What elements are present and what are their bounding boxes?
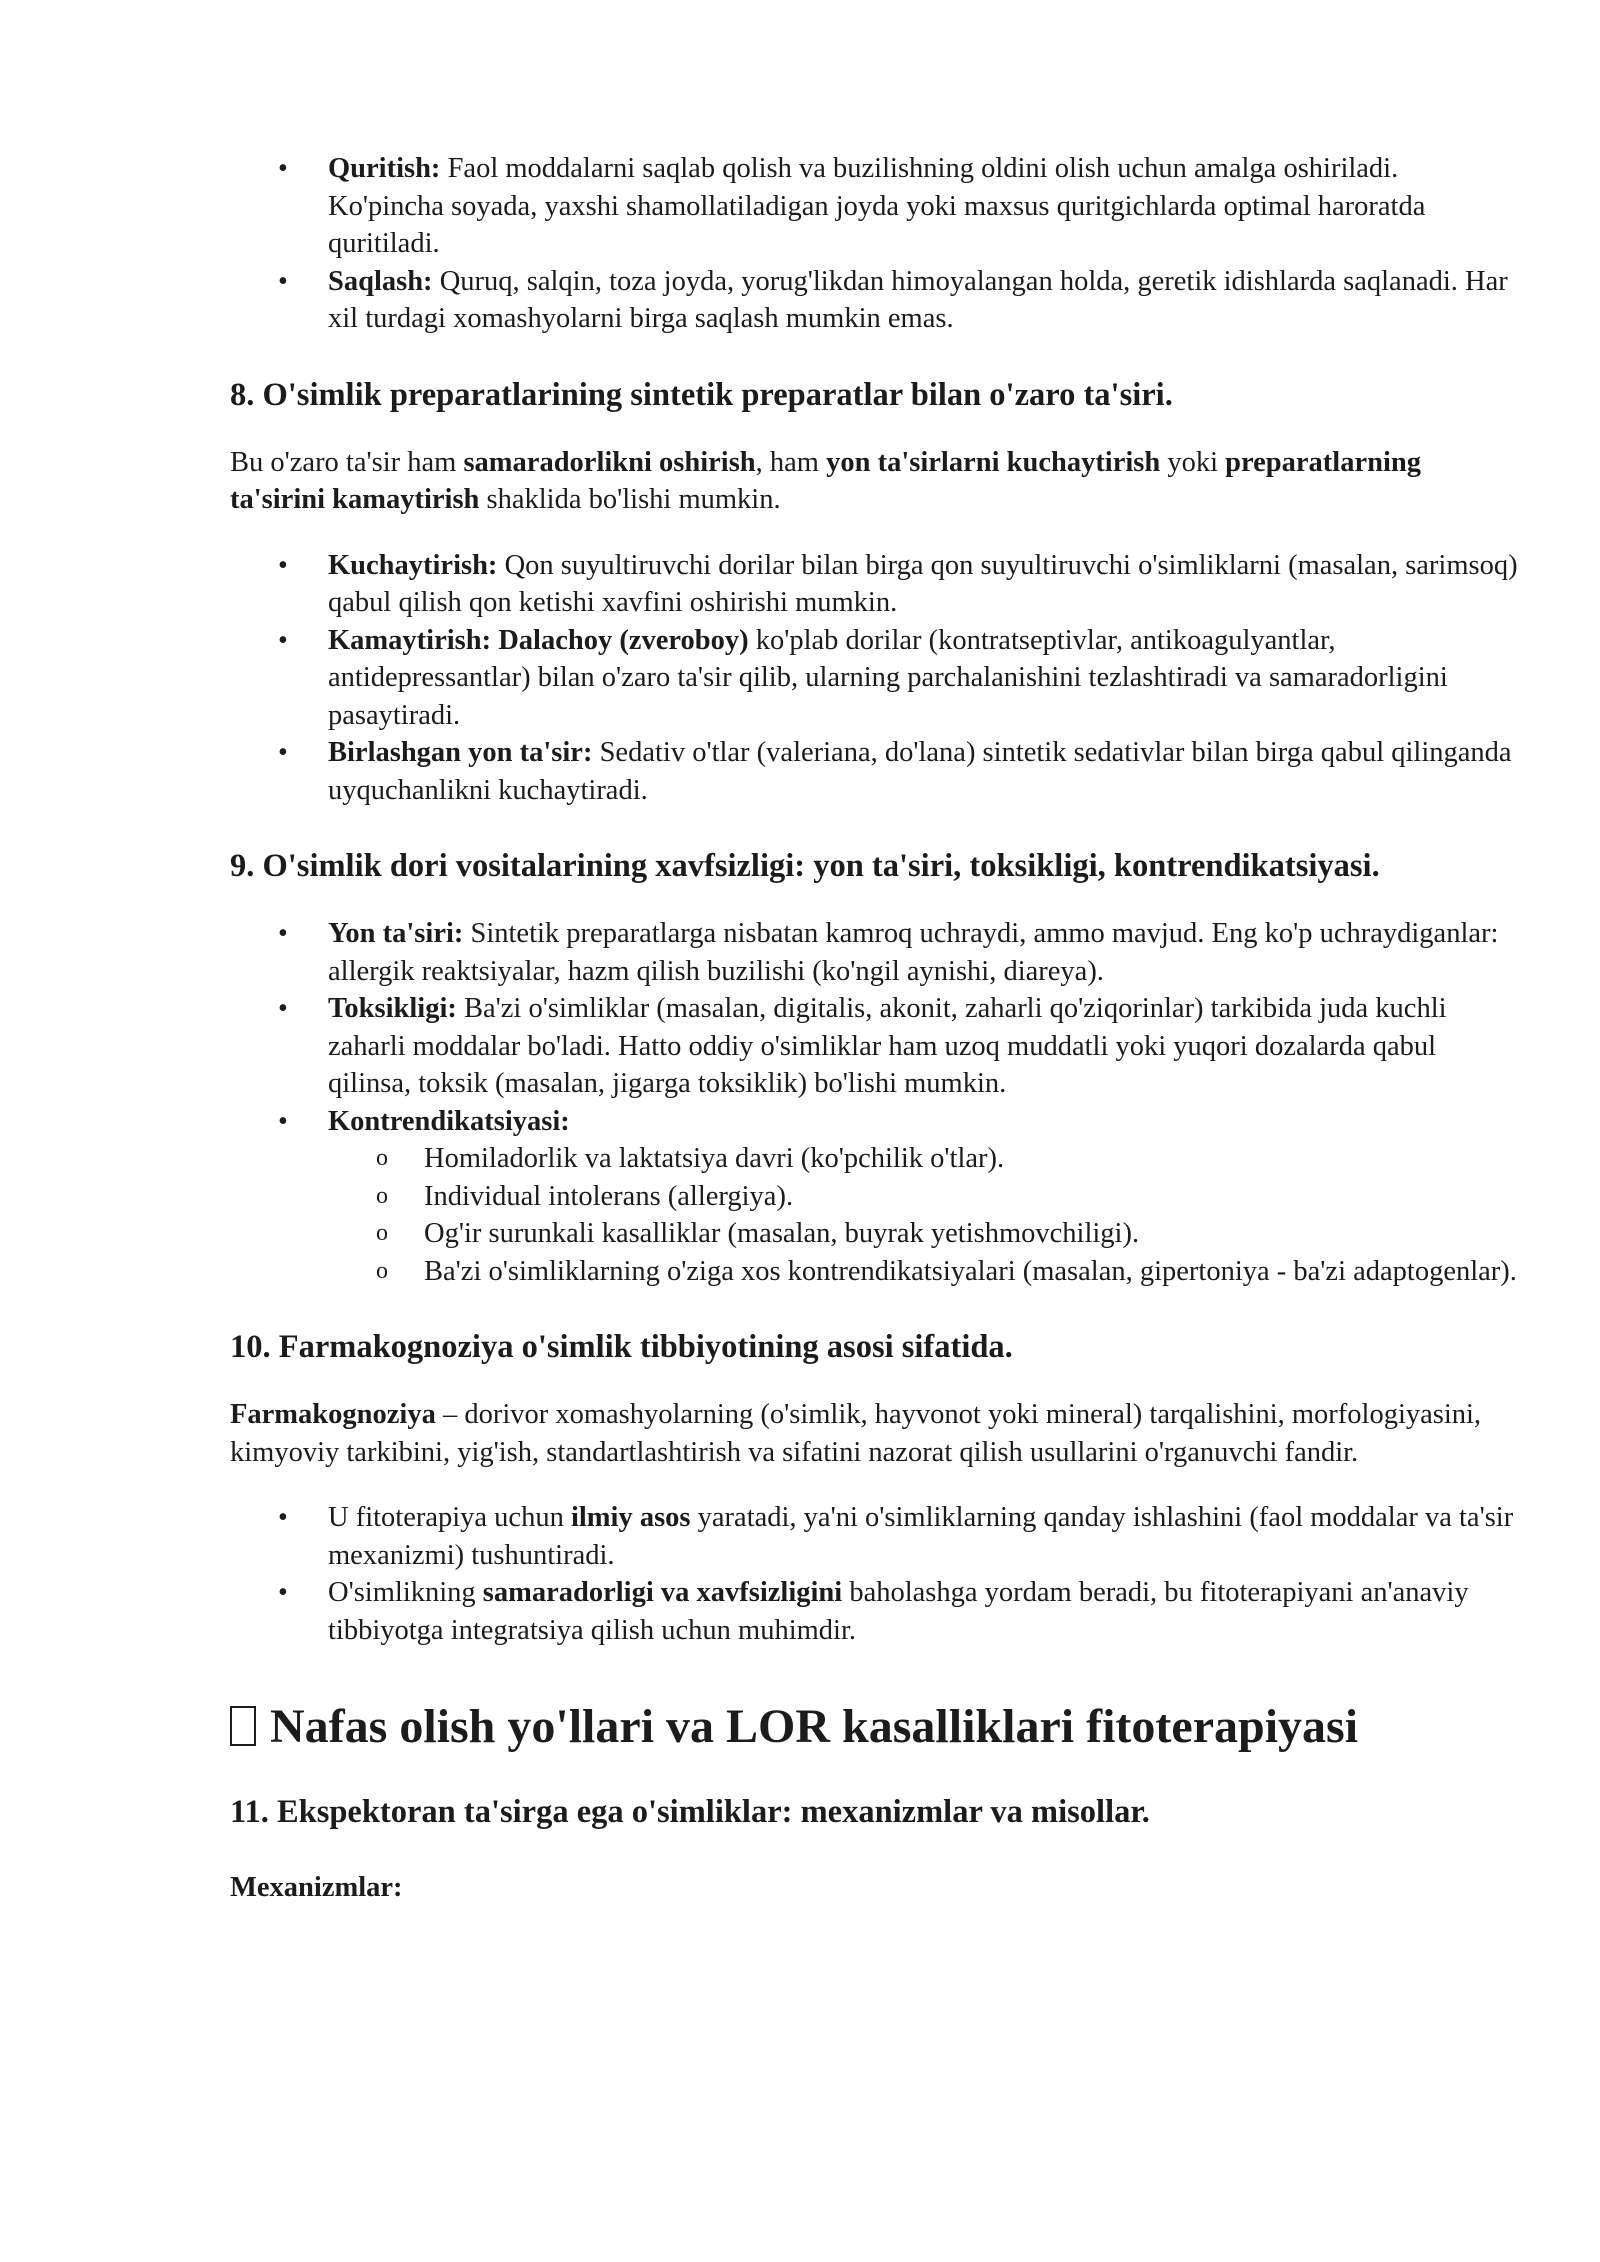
- section-9-heading: 9. O'simlik dori vositalarining xavfsizligi: yon ta'siri, toksikligi, kontrendikatsiyasi.: [230, 848, 1380, 884]
- drying-storage-list: [230, 150, 1520, 338]
- section-11-heading: 11. Ekspektoran ta'sirga ega o'simliklar: mexanizmlar va misollar.: [230, 1794, 1150, 1830]
- list-item: [230, 990, 1520, 1103]
- item-text: Sedativ o'tlar (valeriana, do'lana) sintetik sedativlar bilan birga qabul qilinganda uyquchanlikni kuchaytiradi.: [328, 737, 1512, 806]
- list-item: • U fitoterapiya uchun ilmiy asos yaratadi, ya'ni o'simliklarning qanday ishlashini (faol moddalar va ta'sir mexanizmi) tushuntiradi.: [230, 1499, 1520, 1574]
- item-label: Saqlash:: [328, 265, 433, 297]
- list-item: [230, 150, 1520, 263]
- item-label: Birlashgan yon ta'sir:: [328, 737, 593, 768]
- item-label: Toksikligi:: [328, 993, 457, 1024]
- item-text: Ba'zi o'simliklar (masalan, digitalis, akonit, zaharli qo'ziqorinlar) tarkibida juda kuchli zaharli moddalar bo'ladi. Hatto oddiy o'simliklar ham uzoq muddatli yoki yuqori dozalarda qabul qilinsa, toksik (masalan, jigarga toksiklik) bo'lishi mumkin.: [328, 993, 1447, 1099]
- sublist-item: o Ba'zi o'simliklarning o'ziga xos kontrendikatsiyalari (masalan, gipertoniya - ba'zi adaptogenlar).: [328, 1253, 1520, 1291]
- item-text: Sintetik preparatlarga nisbatan kamroq uchraydi, ammo mavjud. Eng ko'p uchraydiganlar: allergik reaktsiyalar, hazm qilish buzilishi (ko'ngil aynishi, diareya).: [328, 918, 1499, 987]
- item-label: Kamaytirish: Dalachoy (zveroboy): [328, 624, 749, 656]
- safety-list: [230, 915, 1520, 1290]
- contraindications-sublist: [328, 1140, 1520, 1290]
- item-label: Kuchaytirish:: [328, 549, 498, 581]
- sublist-item: o Homiladorlik va laktatsiya davri (ko'pchilik o'tlar).: [328, 1140, 1520, 1178]
- item-label: Quritish:: [328, 153, 441, 184]
- interaction-list: [230, 547, 1520, 810]
- item-text: Quruq, salqin, toza joyda, yorug'likdan himoyalangan holda, geretik idishlarda saqlanadi. Har xil turdagi xomashyolarni birga saqlash mumkin emas.: [328, 265, 1508, 334]
- section-10-heading: 10. Farmakognoziya o'simlik tibbiyotining asosi sifatida.: [230, 1329, 1013, 1365]
- chapter-title: Nafas olish yo'llari va LOR kasalliklari fitoterapiyasi: [230, 1699, 1520, 1755]
- section-8-heading: 8. O'simlik preparatlarining sintetik preparatlar bilan o'zaro ta'siri.: [230, 376, 1173, 413]
- mechanisms-subheading: Mexanizmlar:: [230, 1872, 403, 1903]
- sublist-item: o Og'ir surunkali kasalliklar (masalan, buyrak yetishmovchiligi).: [328, 1215, 1520, 1253]
- section-10-intro: Farmakognoziya – dorivor xomashyolarning (o'simlik, hayvonot yoki mineral) tarqalishini, morfologiyasini, kimyoviy tarkibini, yig'ish, standartlashtirish va sifatini nazorat qilish usullarini o'rganuvchi fandir.: [230, 1399, 1482, 1468]
- item-text: Faol moddalarni saqlab qolish va buzilishning oldini olish uchun amalga oshiriladi. Ko'pincha soyada, yaxshi shamollatiladigan joyda yoki maxsus quritgichlarda optimal haroratda quritiladi.: [328, 153, 1426, 259]
- list-item: [230, 547, 1520, 622]
- document-page: [230, 150, 1520, 1907]
- item-text: ko'plab dorilar (kontratseptivlar, antikoagulyantlar, antidepressantlar) bilan o'zaro ta'sir qilib, ularning parchalanishini tezlashtiradi va samaradorligini pasaytiradi.: [328, 624, 1448, 731]
- item-text: Qon suyultiruvchi dorilar bilan birga qon suyultiruvchi o'simliklarni (masalan, sarimsoq) qabul qilish qon ketishi xavfini oshirishi mumkin.: [328, 549, 1518, 618]
- list-item: [230, 263, 1520, 338]
- item-label: Kontrendikatsiyasi:: [328, 1105, 570, 1137]
- section-8-intro: Bu o'zaro ta'sir ham samaradorlikni oshirish, ham yon ta'sirlarni kuchaytirish yoki preparatlarning ta'sirini kamaytirish shaklida bo'lishi mumkin.: [230, 446, 1421, 515]
- pharmacognosy-list: [230, 1499, 1520, 1649]
- missing-glyph-icon: [230, 1706, 256, 1746]
- list-item: • O'simlikning samaradorligi va xavfsizligini baholashga yordam beradi, bu fitoterapiyani an'anaviy tibbiyotga integratsiya qilish uchun muhimdir.: [230, 1574, 1520, 1649]
- list-item: [230, 1103, 1520, 1291]
- item-label: Yon ta'siri:: [328, 918, 464, 949]
- list-item: [230, 915, 1520, 990]
- list-item: [230, 622, 1520, 735]
- list-item: [230, 734, 1520, 809]
- sublist-item: o Individual intolerans (allergiya).: [328, 1178, 1520, 1216]
